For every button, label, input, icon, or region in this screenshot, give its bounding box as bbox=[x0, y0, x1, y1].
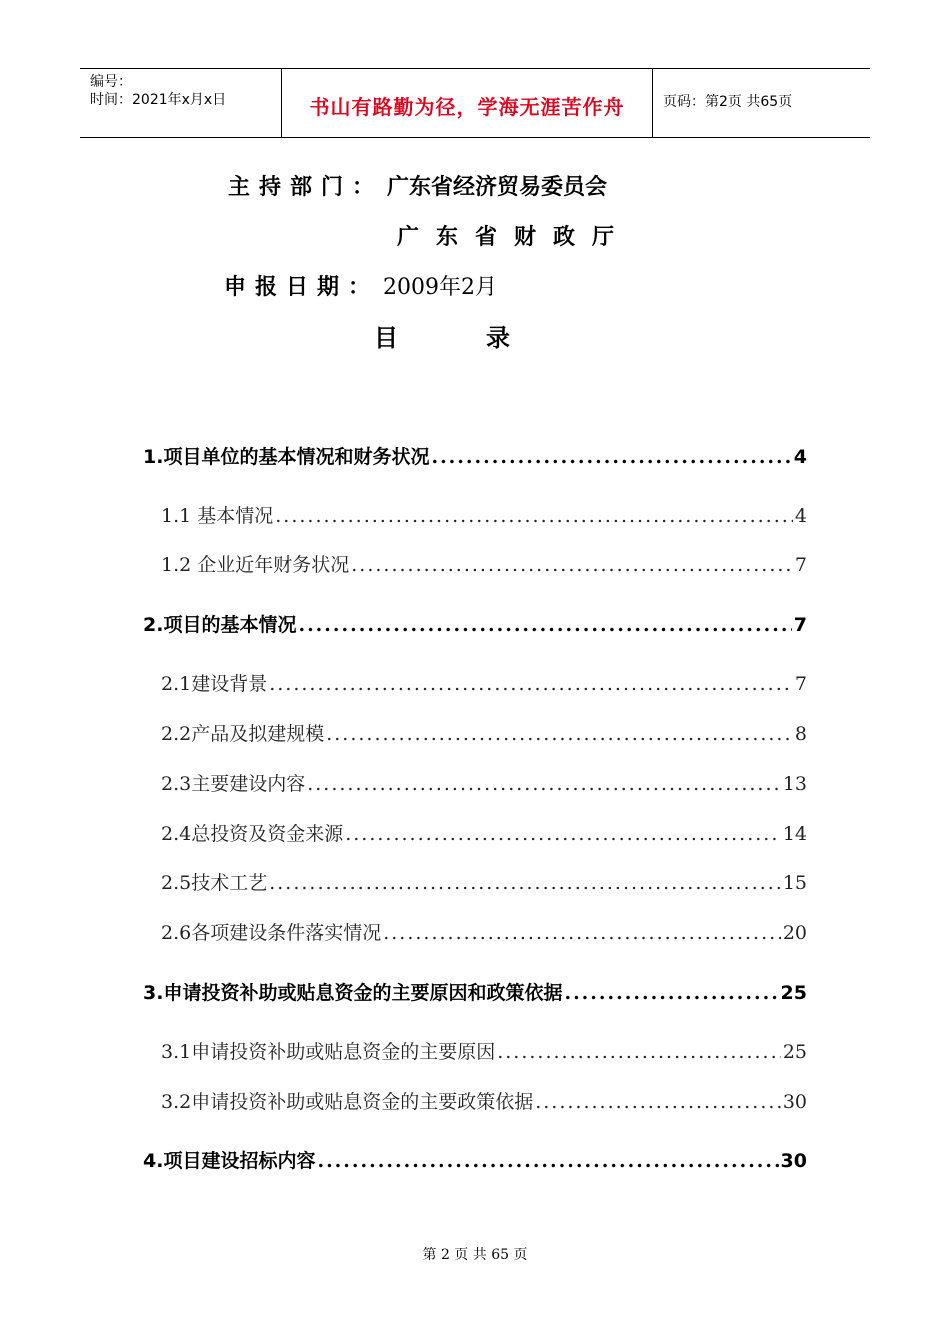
toc-entry-page: 15 bbox=[782, 872, 807, 894]
toc-entry[interactable] bbox=[161, 1087, 807, 1114]
toc-title bbox=[374, 318, 510, 353]
toc-entry-text: 1.项目单位的基本情况和财务状况 bbox=[143, 446, 430, 468]
toc-entry-text: 2.项目的基本情况 bbox=[143, 614, 297, 636]
toc-entry[interactable] bbox=[161, 819, 807, 846]
date-label: 申报日期： bbox=[224, 275, 380, 300]
toc-title-char-1: 目 bbox=[374, 324, 398, 352]
toc-leader bbox=[351, 554, 793, 576]
toc-entry-text: 2.2产品及拟建规模 bbox=[161, 723, 325, 745]
number-label: 编号： bbox=[90, 74, 132, 90]
toc-leader bbox=[497, 1041, 781, 1063]
toc-leader bbox=[383, 922, 781, 944]
toc-leader bbox=[298, 614, 791, 636]
toc-entry-text: 1.1 基本情况 bbox=[161, 505, 274, 527]
dept-secondary: 广东省财政厅 bbox=[397, 225, 632, 250]
toc-entry[interactable] bbox=[161, 868, 807, 895]
date-value: 2009年2月 bbox=[383, 275, 498, 300]
toc-entry[interactable] bbox=[161, 918, 807, 945]
toc-entry-page: 8 bbox=[794, 723, 807, 745]
toc-entry[interactable] bbox=[143, 610, 807, 637]
toc-entry-text: 2.5技术工艺 bbox=[161, 872, 268, 894]
date-line bbox=[224, 270, 497, 301]
motto: 书山有路勤为径，学海无涯苦作舟 bbox=[309, 95, 625, 119]
toc-leader bbox=[345, 823, 781, 845]
toc-entry-text: 2.1建设背景 bbox=[161, 673, 268, 695]
toc-entry-page: 14 bbox=[782, 823, 807, 845]
page-header bbox=[80, 68, 870, 138]
toc-entry-text: 3.1申请投资补助或贴息资金的主要原因 bbox=[161, 1041, 496, 1063]
toc-entry-text: 2.3主要建设内容 bbox=[161, 773, 306, 795]
time-label: 时间：2021年x月x日 bbox=[90, 92, 227, 108]
dept-line bbox=[228, 170, 607, 201]
toc-entry[interactable] bbox=[161, 719, 807, 746]
toc-leader bbox=[431, 446, 791, 468]
toc-leader bbox=[564, 982, 778, 1004]
toc-entry-page: 7 bbox=[794, 673, 807, 695]
toc-leader bbox=[535, 1091, 781, 1113]
toc-entry[interactable] bbox=[161, 501, 807, 528]
toc-leader bbox=[326, 723, 793, 745]
toc-leader bbox=[269, 872, 781, 894]
toc-entry-text: 3.申请投资补助或贴息资金的主要原因和政策依据 bbox=[143, 982, 563, 1004]
header-meta-cell bbox=[80, 69, 281, 137]
toc-entry-page: 7 bbox=[794, 554, 807, 576]
header-motto-cell bbox=[281, 69, 653, 137]
toc-leader bbox=[307, 773, 781, 795]
toc-entry-page: 25 bbox=[782, 1041, 807, 1063]
toc-entry[interactable] bbox=[161, 550, 807, 577]
toc-entry-page: 20 bbox=[782, 922, 807, 944]
toc-entry-text: 2.4总投资及资金来源 bbox=[161, 823, 344, 845]
toc-leader bbox=[275, 505, 793, 527]
page-footer: 第 2 页 共 65 页 bbox=[422, 1247, 528, 1263]
toc-title-char-2: 录 bbox=[486, 324, 510, 352]
toc-leader bbox=[269, 673, 793, 695]
toc-entry[interactable] bbox=[143, 978, 807, 1005]
toc-entry-page: 30 bbox=[780, 1150, 807, 1172]
toc-entry-text: 4.项目建设招标内容 bbox=[143, 1150, 316, 1172]
toc-entry-text: 3.2申请投资补助或贴息资金的主要政策依据 bbox=[161, 1091, 534, 1113]
dept-primary: 广东省经济贸易委员会 bbox=[387, 175, 608, 200]
toc-entry-page: 7 bbox=[793, 614, 807, 636]
toc-entry[interactable] bbox=[161, 769, 807, 796]
toc-entry-page: 25 bbox=[780, 982, 807, 1004]
toc-entry[interactable] bbox=[143, 1146, 807, 1173]
toc-entry-page: 4 bbox=[793, 446, 807, 468]
toc-entry-text: 1.2 企业近年财务状况 bbox=[161, 554, 350, 576]
toc-entry-text: 2.6各项建设条件落实情况 bbox=[161, 922, 382, 944]
dept-label: 主持部门： bbox=[228, 175, 384, 200]
page-info: 页码：第2页 共65页 bbox=[663, 94, 793, 110]
toc-entry[interactable] bbox=[161, 1037, 807, 1064]
toc-entry-page: 4 bbox=[794, 505, 807, 527]
toc-entry-page: 13 bbox=[782, 773, 807, 795]
header-page-cell bbox=[653, 69, 870, 137]
toc-entry[interactable] bbox=[161, 669, 807, 696]
toc-entry-page: 30 bbox=[782, 1091, 807, 1113]
toc-leader bbox=[317, 1150, 778, 1172]
toc-entry[interactable] bbox=[143, 442, 807, 469]
